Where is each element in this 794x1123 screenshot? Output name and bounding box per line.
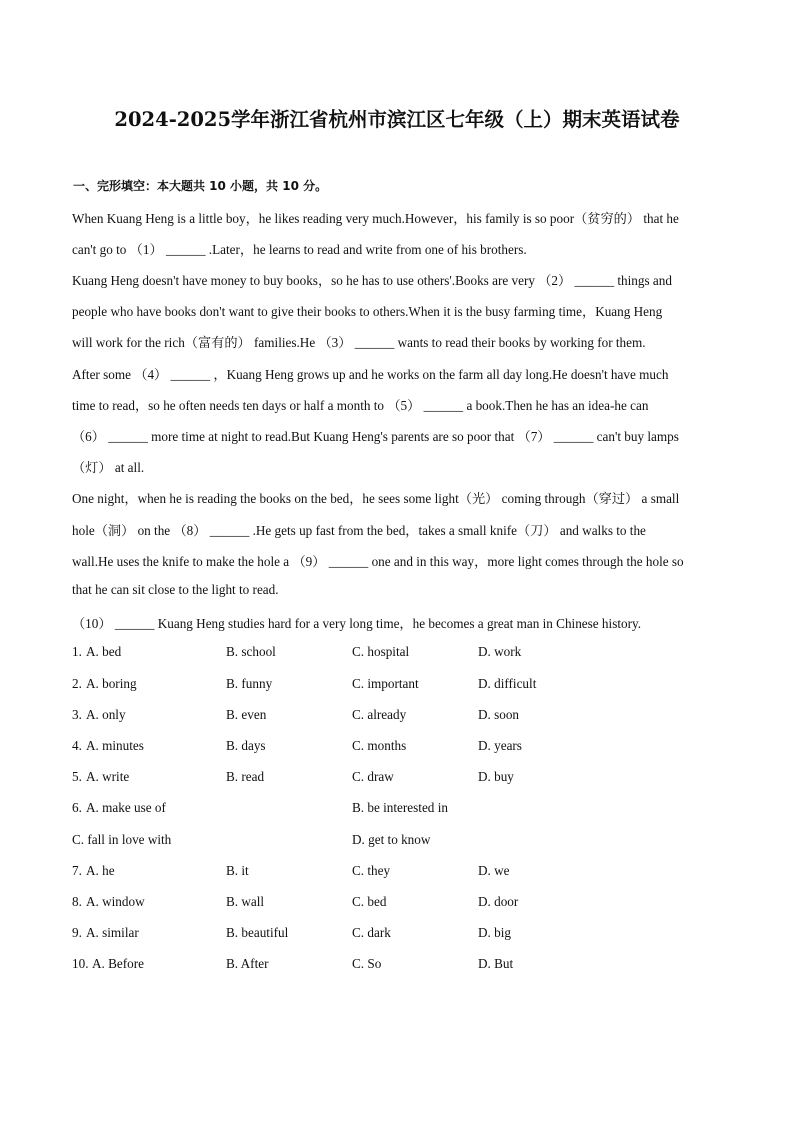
question-number: 1.	[72, 644, 82, 659]
passage-line: （灯） at all.	[72, 460, 145, 475]
option-a[interactable]: A. write	[86, 769, 130, 784]
passage-line: （10） ______ Kuang Heng studies hard for a very long time，he becomes a great man in Chinese history.	[72, 616, 642, 631]
option-c[interactable]: C. dark	[352, 925, 391, 940]
option-b[interactable]: B. read	[226, 769, 265, 784]
passage-line: （6） ______ more time at night to read.But Kuang Heng's parents are so poor that （7） ______ can't buy lamps	[72, 429, 679, 444]
option-b[interactable]: B. it	[226, 863, 249, 878]
option-b[interactable]: B. days	[226, 738, 266, 753]
passage-line: time to read，so he often needs ten days or half a month to （5） ______ a book.Then he has an idea-he can	[72, 398, 649, 413]
option-c[interactable]: C. fall in love with	[72, 832, 172, 847]
option-b[interactable]: B. beautiful	[226, 925, 289, 940]
page-title: 2024-2025学年浙江省杭州市滨江区七年级（上）期末英语试卷	[114, 108, 680, 131]
question-number: 7.	[72, 863, 82, 878]
option-d[interactable]: D. years	[478, 738, 522, 753]
passage-line: will work for the rich（富有的） families.He （3） ______ wants to read their books by working for them.	[72, 335, 646, 350]
option-c[interactable]: C. important	[352, 676, 419, 691]
option-b[interactable]: B. wall	[226, 894, 265, 909]
question-number: 2.	[72, 676, 82, 691]
passage-line: hole（洞） on the （8） ______ .He gets up fast from the bed，takes a small knife（刀） and walks to the	[72, 523, 646, 538]
option-c[interactable]: C. hospital	[352, 644, 410, 659]
passage-line: Kuang Heng doesn't have money to buy books，so he has to use others'.Books are very （2） ______ things and	[72, 273, 672, 288]
option-a[interactable]: A. minutes	[86, 738, 144, 753]
question-number: 10.	[72, 956, 89, 971]
question-number: 8.	[72, 894, 82, 909]
passage-line: wall.He uses the knife to make the hole a （9） ______ one and in this way，more light comes through the hole so	[72, 554, 684, 569]
question-number: 5.	[72, 769, 82, 784]
passage-line: One night，when he is reading the books on the bed，he sees some light（光） coming through（穿过） a small	[72, 491, 680, 506]
option-a[interactable]: A. similar	[86, 925, 139, 940]
option-b[interactable]: B. even	[226, 707, 267, 722]
option-a[interactable]: A. make use of	[86, 800, 166, 815]
option-b[interactable]: B. be interested in	[352, 800, 448, 815]
option-d[interactable]: D. we	[478, 863, 510, 878]
section-heading: 一、完形填空：本大题共 10 小题，共 10 分。	[73, 179, 328, 193]
option-b[interactable]: B. After	[226, 956, 269, 971]
option-a[interactable]: A. Before	[92, 956, 144, 971]
passage-line: that he can sit close to the light to read.	[72, 582, 279, 597]
option-b[interactable]: B. school	[226, 644, 276, 659]
option-a[interactable]: A. he	[86, 863, 115, 878]
option-d[interactable]: D. buy	[478, 769, 514, 784]
option-c[interactable]: C. they	[352, 863, 391, 878]
option-c[interactable]: C. months	[352, 738, 407, 753]
option-c[interactable]: C. So	[352, 956, 382, 971]
passage-line: After some （4） ______ ，Kuang Heng grows up and he works on the farm all day long.He doesn't have much	[72, 367, 669, 382]
option-a[interactable]: A. boring	[86, 676, 137, 691]
option-a[interactable]: A. bed	[86, 644, 122, 659]
passage-line: When Kuang Heng is a little boy，he likes reading very much.However，his family is so poor（贫穷的） that he	[72, 211, 679, 226]
option-b[interactable]: B. funny	[226, 676, 273, 691]
option-d[interactable]: D. work	[478, 644, 522, 659]
question-number: 3.	[72, 707, 82, 722]
option-d[interactable]: D. door	[478, 894, 519, 909]
option-a[interactable]: A. only	[86, 707, 126, 722]
question-number: 6.	[72, 800, 82, 815]
passage-line: can't go to （1） ______ .Later，he learns to read and write from one of his brothers.	[72, 242, 527, 257]
option-c[interactable]: C. draw	[352, 769, 394, 784]
option-d[interactable]: D. But	[478, 956, 514, 971]
question-number: 4.	[72, 738, 82, 753]
question-number: 9.	[72, 925, 82, 940]
option-d[interactable]: D. soon	[478, 707, 520, 722]
option-c[interactable]: C. already	[352, 707, 407, 722]
option-a[interactable]: A. window	[86, 894, 145, 909]
option-d[interactable]: D. big	[478, 925, 511, 940]
option-d[interactable]: D. get to know	[352, 832, 431, 847]
passage-line: people who have books don't want to give their books to others.When it is the busy farming time，Kuang Heng	[72, 304, 663, 319]
option-c[interactable]: C. bed	[352, 894, 387, 909]
option-d[interactable]: D. difficult	[478, 676, 537, 691]
